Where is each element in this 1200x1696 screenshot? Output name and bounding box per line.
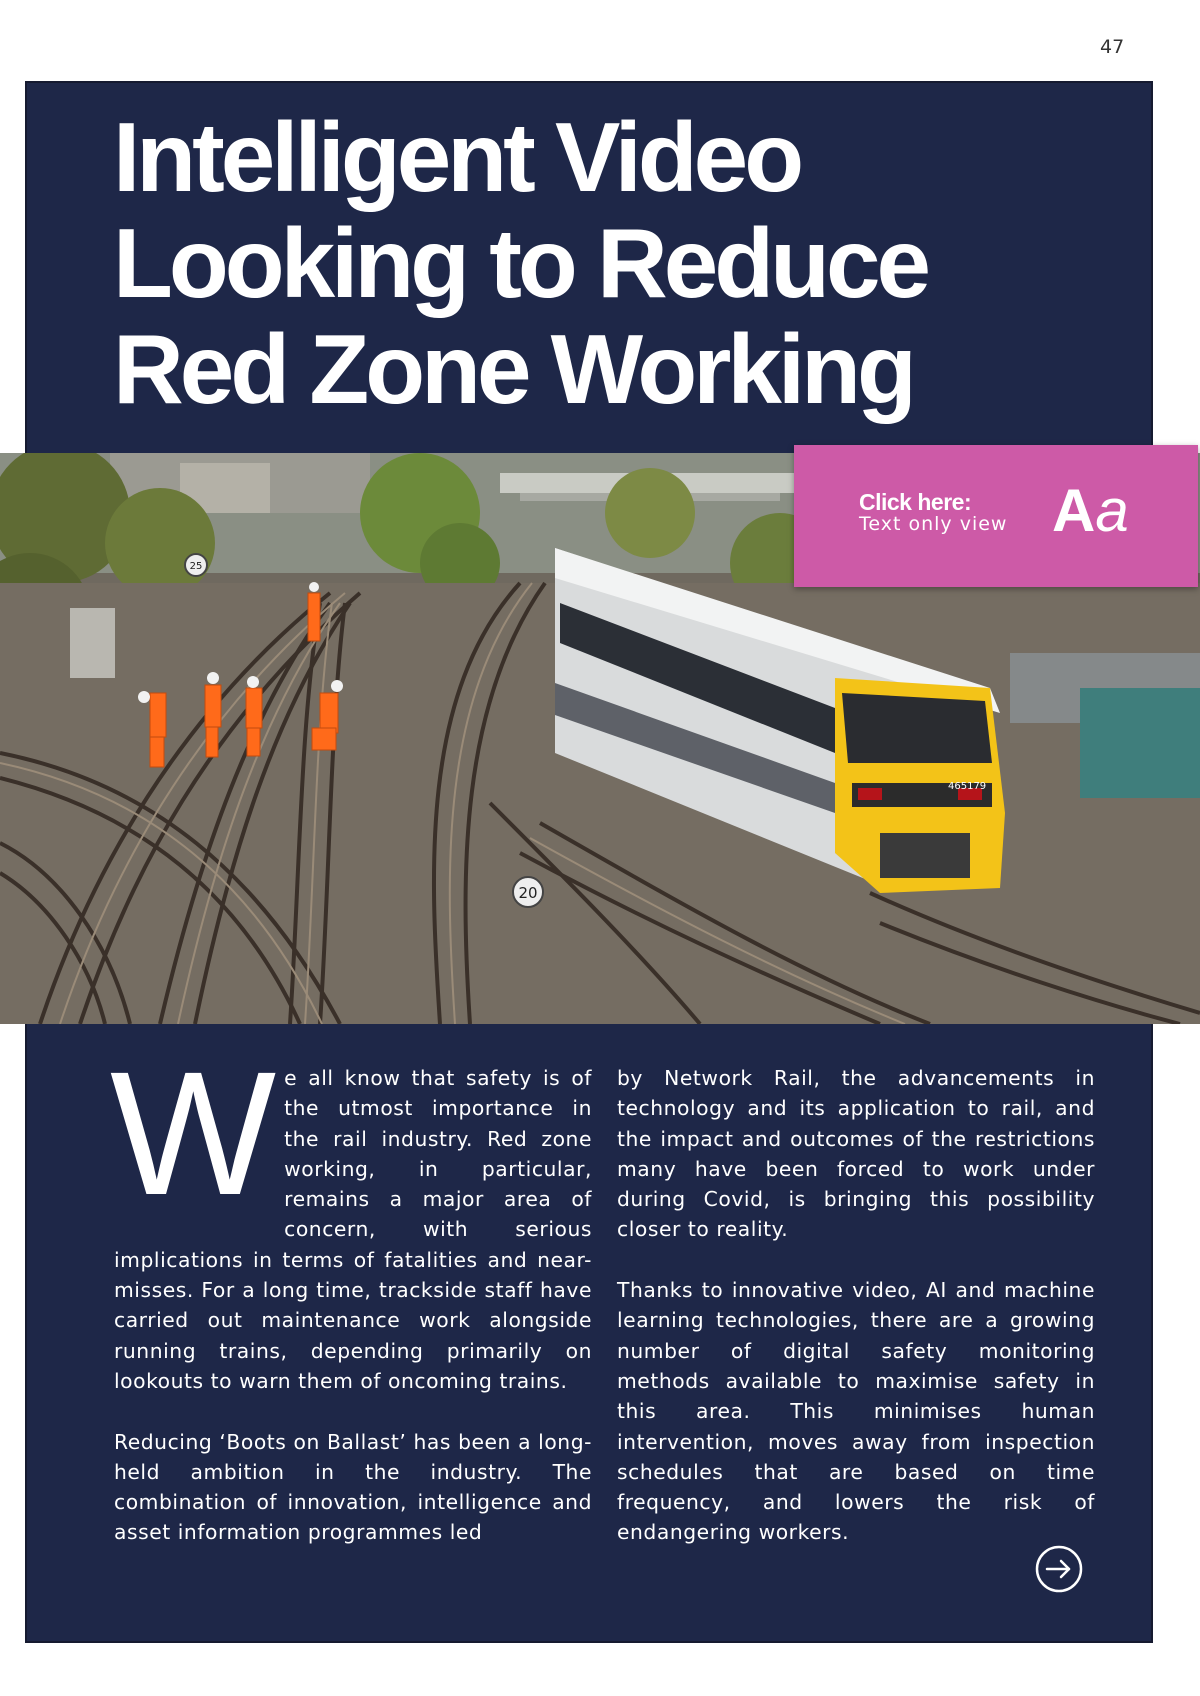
svg-text:20: 20 [518,884,538,902]
article-column-left [110,1036,592,1578]
next-page-button[interactable] [1035,1545,1083,1593]
article-paragraph: We all know that safety is of the utmost importance in the rail industry. Red zone working, in particular, remains a major area of concern, with serious implications in terms of fatalities and near-misses. For a long time, trackside staff have carried out maintenance work alongside running trains, depending primarily on lookouts to warn them of oncoming trains. [110,1036,592,1393]
text-only-view-label: Text only view [859,513,1008,535]
article-paragraph: by Network Rail, the advancements in technology and its application to rail, and the impact and outcomes of the restrictions many have been forced to work under during Covid, is bringing this possibility closer to reality. [617,1066,1095,1242]
text-only-view-button[interactable] [794,445,1198,587]
svg-text:25: 25 [189,561,203,572]
article-paragraph: Thanks to innovative video, AI and machine learning technologies, there are a growing number of digital safety monitoring methods available to maximise safety in this area. This minimises human intervention, moves away from inspection schedules that are based on time frequency, and lowers the risk of endangering workers. [617,1278,1095,1545]
text-size-icon: Aa [1052,477,1129,544]
page-number: 47 [1100,36,1125,58]
arrow-right-circle-icon [1035,1545,1083,1593]
speed-sign-25 [185,554,207,576]
article-column-right [617,1063,1095,1578]
article-paragraph: Reducing ‘Boots on Ballast’ has been a long-held ambition in the industry. The combination of innovation, intelligence and asset information programmes led [114,1429,592,1545]
train-number: 465179 [948,781,987,792]
page-title: Intelligent Video Looking to Reduce Red Zone Working [113,102,927,424]
drop-cap: W [110,1036,273,1232]
click-here-label: Click here: [859,489,972,515]
speed-sign-20 [513,877,543,907]
